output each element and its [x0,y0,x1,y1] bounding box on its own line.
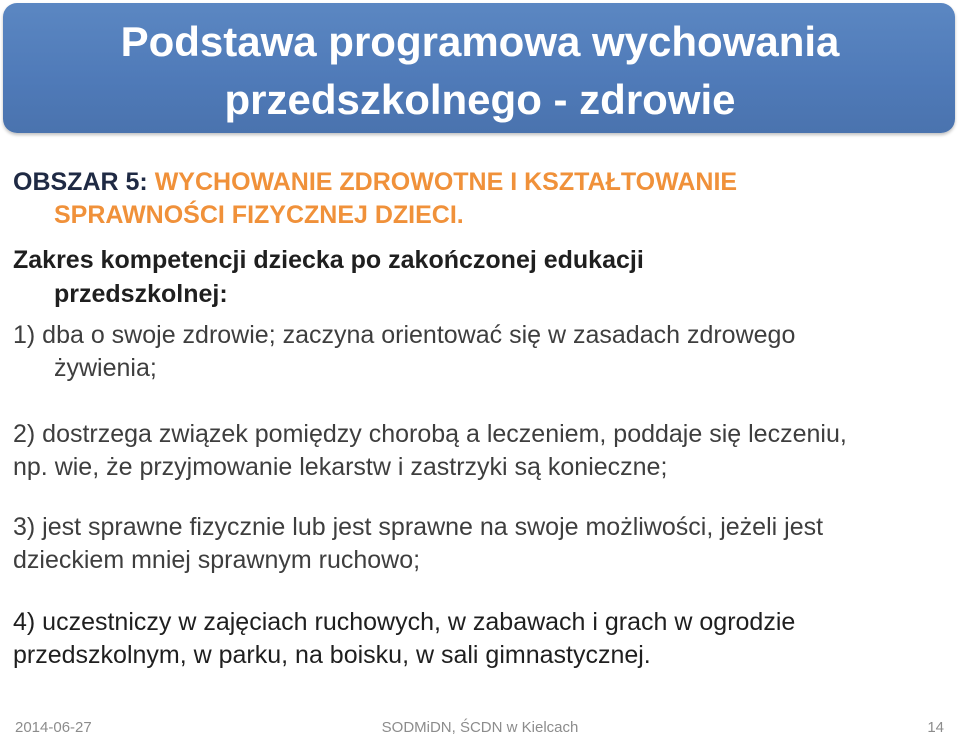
list-item-1-line-2: żywienia; [54,354,157,382]
scope-heading-line-1: Zakres kompetencji dziecka po zakończonej edukacji [13,246,644,274]
list-item-1-line-1: 1) dba o swoje zdrowie; zaczyna orientować się w zasadach zdrowego [13,321,796,349]
footer-date: 2014-06-27 [15,719,92,736]
list-item-4-line-2: przedszkolnym, w parku, na boisku, w sali gimnastycznej. [13,641,651,669]
area-prefix: OBSZAR 5: [13,168,148,196]
area-name-line-2: SPRAWNOŚCI FIZYCZNEJ DZIECI. [54,201,464,229]
area-heading [13,167,737,197]
list-item-4-line-1: 4) uczestniczy w zajęciach ruchowych, w zabawach i grach w ogrodzie [13,608,796,636]
slide-title-line-2: przedszkolnego - zdrowie [224,76,736,123]
scope-heading-line-2: przedszkolnej: [54,280,228,308]
list-item-2-line-1: 2) dostrzega związek pomiędzy chorobą a leczeniem, poddaje się leczeniu, [13,420,847,448]
list-item-3-line-1: 3) jest sprawne fizycznie lub jest sprawne na swoje możliwości, jeżeli jest [13,513,824,541]
area-name-line-1: WYCHOWANIE ZDROWOTNE I KSZTAŁTOWANIE [154,168,738,196]
list-item-2-line-2: np. wie, że przyjmowanie lekarstw i zastrzyki są konieczne; [13,453,668,481]
list-item-3-line-2: dzieckiem mniej sprawnym ruchowo; [13,546,421,574]
footer-organization: SODMiDN, ŚCDN w Kielcach [381,719,579,736]
slide-title-line-1: Podstawa programowa wychowania [120,18,840,65]
footer-page-number: 14 [927,719,944,736]
